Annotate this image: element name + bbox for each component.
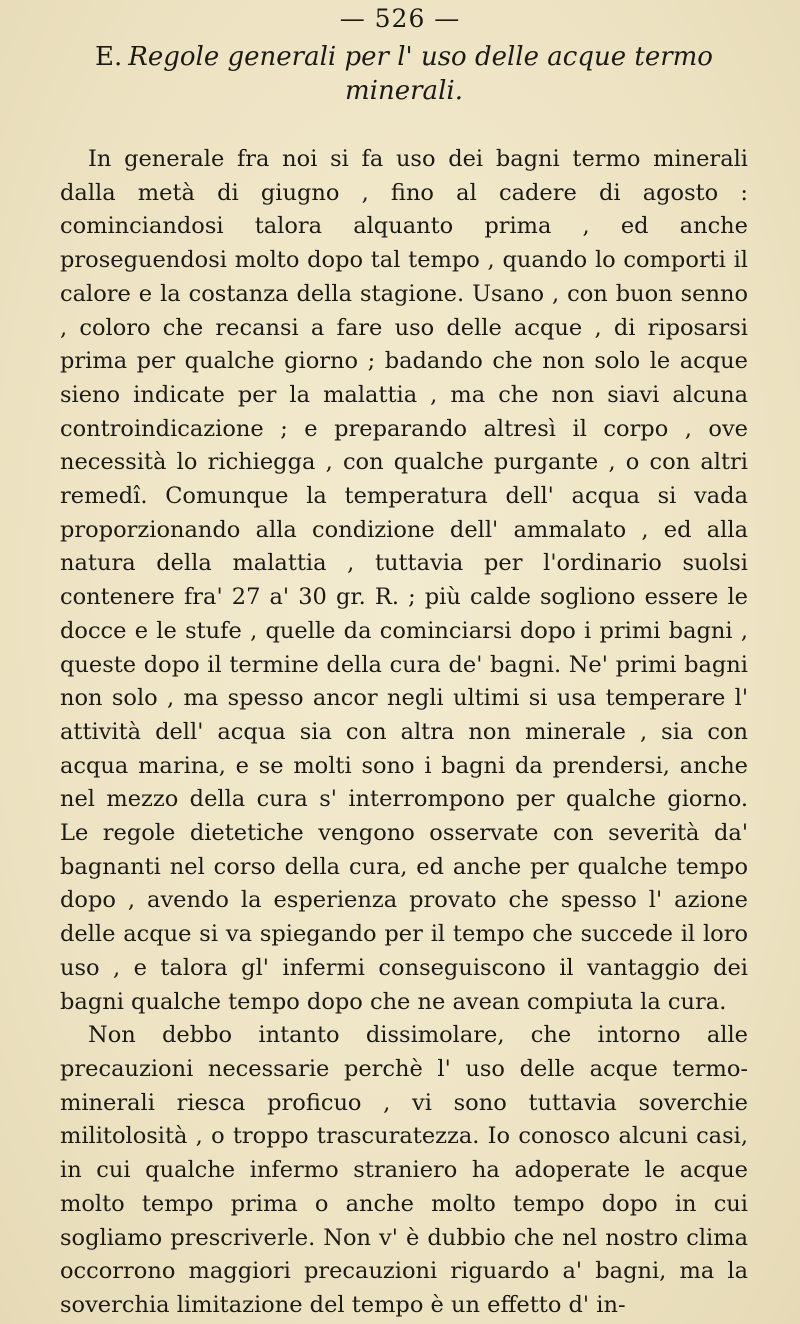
paragraph-1: In generale fra noi si fa uso dei bagni termo minerali dalla metà di giugno , fino al cadere di agosto : cominciandosi talora alquanto prima , ed anche proseguendosi molto dopo tal tempo , quando lo comporti il calore e la costanza della stagione. Usano , con buon senno , coloro che recansi a fare uso delle acque , di riposarsi prima per qualche giorno ; badando che non solo le acque sieno indicate per la malattia , ma che non siavi alcuna controindicazione ; e preparando altresì il corpo , ove necessità lo richiegga , con qualche purgante , o con altri remedî. Comunque la temperatura dell' acqua si vada proporzionando alla condizione dell' ammalato , ed alla natura della malattia , tuttavia per l'ordinario suolsi contenere fra' 27 a' 30 gr. R. ; più calde sogliono essere le docce e le stufe , quelle da cominciarsi dopo i primi bagni , queste dopo il termine della cura de' bagni. Ne' primi bagni non solo , ma spesso ancor negli ultimi si usa temperare l' attività dell' acqua sia con altra non minerale , sia con acqua marina, e se molti sono i bagni da prendersi, anche nel mezzo della cura s' interrompono per qualche giorno. Le regole dietetiche vengono osservate con severità da' bagnanti nel corso della cura, ed anche per qualche tempo dopo , avendo la esperienza provato che spesso l' azione delle acque si va spiegando per il tempo che succede il loro uso , e talora gl' infermi conseguiscono il vantaggio dei bagni qualche tempo dopo che ne avean compiuta la cura. <box>60 146 748 1015</box>
section-title: Regole generali per l' uso delle acque termo minerali. <box>128 42 713 106</box>
page-number: — 526 — <box>339 4 461 33</box>
section-letter: E. <box>95 42 123 72</box>
section-heading <box>60 40 748 108</box>
paragraph-2: Non debbo intanto dissimolare, che intorno alle precauzioni necessarie perchè l' uso delle acque termo-minerali riesca proficuo , vi sono tuttavia soverchie militolosità , o troppo trascuratezza. Io conosco alcuni casi, in cui qualche infermo straniero ha adoperate le acque molto tempo prima o anche molto tempo dopo in cui sogliamo prescriverle. Non v' è dubbio che nel nostro clima occorrono maggiori precauzioni riguardo a' bagni, ma la soverchia limitazione del tempo è un effetto d' in- <box>60 1022 748 1318</box>
body-text <box>60 143 748 1323</box>
